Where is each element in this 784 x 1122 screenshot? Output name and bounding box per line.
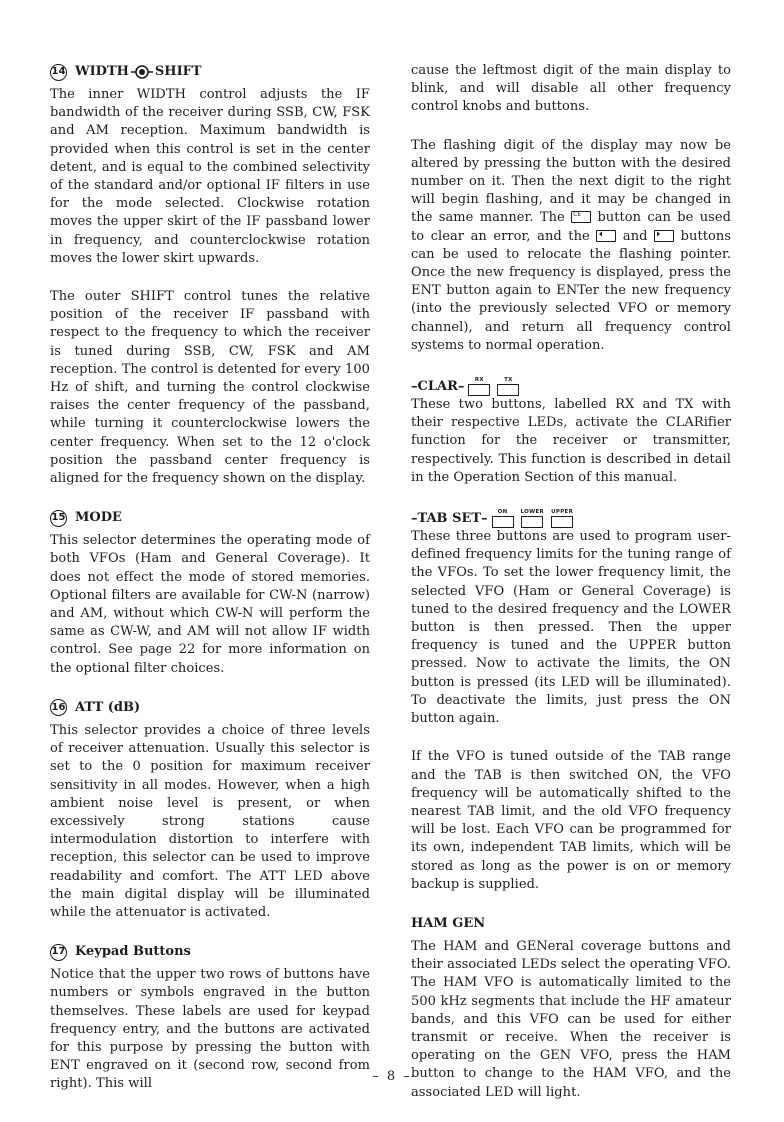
tx-button-icon	[497, 377, 519, 396]
item-number-16: 16	[50, 699, 67, 716]
width-paragraph: The inner WIDTH control adjusts the IF bandwidth of the receiver during SSB, CW, FSK and AM reception. Maximum bandwidth is provided when this control is set in the center detent, and is equal to the combined selectivity of the standard and/or optional IF filters in use for the mode selected. Clockwise rotation moves the upper skirt of the IF passband lower in frequency, and counterclockwise rotation moves the lower skirt upwards.	[50, 87, 370, 266]
mode-title: MODE	[75, 510, 122, 526]
flash-text-a: The flashing digit of the display may now be altered by pressing the button with the desired number on it. Then the next digit to the right will begin flashing, and it may be changed in the same manner. The	[411, 137, 731, 226]
tab-set-paragraph: These three buttons are used to program user-defined frequency limits for the tuning range of the VFOs. To set the lower frequency limit, the selected VFO (Ham or General Coverage) is tuned to the desired frequency and the LOWER button is then pressed. Then the upper frequency is tuned and the UPPER button pressed. Now to activate the limits, the ON button is pressed (its LED will be illuminated). To deactivate the limits, just press the ON button again.	[411, 529, 731, 727]
rx-button-icon	[468, 377, 490, 396]
clar-heading	[411, 377, 731, 396]
att-heading	[50, 698, 370, 718]
keypad-heading	[50, 942, 370, 962]
flash-text-b: button can be used to clear an error, and the	[411, 210, 731, 244]
left-column	[50, 62, 370, 1094]
clar-paragraph: These two buttons, labelled RX and TX with their respective LEDs, activate the CLARifier function for the receiver or transmitter, respectively. This function is described in detail in the Operation Section of this manual.	[411, 397, 731, 485]
shift-paragraph: The outer SHIFT control tunes the relative position of the receiver IF passband with respect to the frequency to which the receiver is tuned during SSB, CW, FSK and AM reception. The control is detented for every 100 Hz of shift, and turning the control clockwise raises the center frequency of the passband, while turning it counterclockwise lowers the center frequency. When set to the 12 o'clock position the passband center frequency is aligned for the frequency shown on the display.	[50, 289, 370, 487]
mode-paragraph: This selector determines the operating mode of both VFOs (Ham and General Coverage). It does not effect the mode of stored memories. Optional filters are available for CW-N (narrow) and AM, without which CW-N will perform the same as CW-W, and AM will not allow IF width control. See page 22 for more information on the optional filter choices.	[50, 533, 370, 676]
item-number-14: 14	[50, 64, 67, 81]
lower-label: LOWER	[520, 509, 545, 516]
item-number-15: 15	[50, 510, 67, 527]
on-label: ON	[497, 509, 508, 516]
flash-text-d: buttons can be used to relocate the flashing pointer. Once the new frequency is displayed, press the ENT button again to ENTer the new frequency (into the previously selected VFO or memory channel), and return all frequency control systems to normal operation.	[411, 228, 732, 353]
clar-title: –CLAR–	[411, 378, 465, 394]
right-column	[411, 62, 731, 1102]
att-paragraph: This selector provides a choice of three levels of receiver attenuation. Usually this selector is set to the 0 position for maximum receiver sensitivity in all modes. However, when a high ambient noise level is present, or when excessively strong stations cause intermodulation distortion to interfere with reception, this selector can be used to improve readability and comfort. The ATT LED above the main digital display will be illuminated while the attenuator is activated.	[50, 722, 370, 920]
keypad-title: Keypad Buttons	[75, 944, 191, 960]
clar-buttons	[468, 377, 519, 396]
item-number-17: 17	[50, 944, 67, 961]
tab-buttons	[492, 509, 574, 528]
att-title: ATT (dB)	[75, 699, 141, 715]
ham-gen-heading: HAM GEN	[411, 915, 486, 931]
rx-label: RX	[474, 377, 484, 384]
tab-range-paragraph: If the VFO is tuned outside of the TAB range and the TAB is then switched ON, the VFO frequency will be automatically shifted to the nearest TAB limit, and the old VFO frequency will be lost. Each VFO can be programmed for its own, independent TAB limits, which will be stored as long as the power is on or memory backup is supplied.	[411, 749, 731, 892]
upper-button-icon	[551, 509, 573, 528]
right-arrow-button-icon	[654, 230, 674, 242]
tab-set-title: –TAB SET–	[411, 510, 488, 526]
ham-gen-paragraph: The HAM and GENeral coverage buttons and their associated LEDs select the operating VFO. The HAM VFO is automatically limited to the 500 kHz segments that include the HF amateur bands, and this VFO can be used for either transmit or receive. When the receiver is operating on the GEN VFO, press the HAM button to change to the HAM VFO, and the associated LED will light.	[411, 938, 731, 1100]
tab-set-heading	[411, 509, 731, 528]
left-arrow-button-icon	[596, 230, 616, 242]
width-shift-heading	[50, 62, 370, 82]
knob-icon	[131, 65, 153, 79]
on-button-icon	[492, 509, 514, 528]
tx-label: TX	[504, 377, 513, 384]
page-number: – 8 –	[372, 1069, 412, 1084]
continued-paragraph: cause the leftmost digit of the main display to blink, and will disable all other frequency control knobs and buttons.	[411, 63, 731, 115]
width-title: WIDTH	[75, 64, 129, 79]
ce-button-icon	[571, 211, 591, 223]
keypad-paragraph: Notice that the upper two rows of buttons have numbers or symbols engraved in the button themselves. These labels are used for keypad frequency entry, and the buttons are activated for this purpose by pressing the button with ENT engraved on it (second row, second from right). This will	[50, 967, 370, 1092]
upper-label: UPPER	[551, 509, 574, 516]
flashing-digit-paragraph	[411, 137, 731, 355]
shift-title: SHIFT	[154, 64, 202, 79]
mode-heading	[50, 508, 370, 528]
lower-button-icon	[521, 509, 545, 528]
flash-text-c: and	[622, 228, 648, 244]
ce-label: CE	[573, 211, 582, 219]
